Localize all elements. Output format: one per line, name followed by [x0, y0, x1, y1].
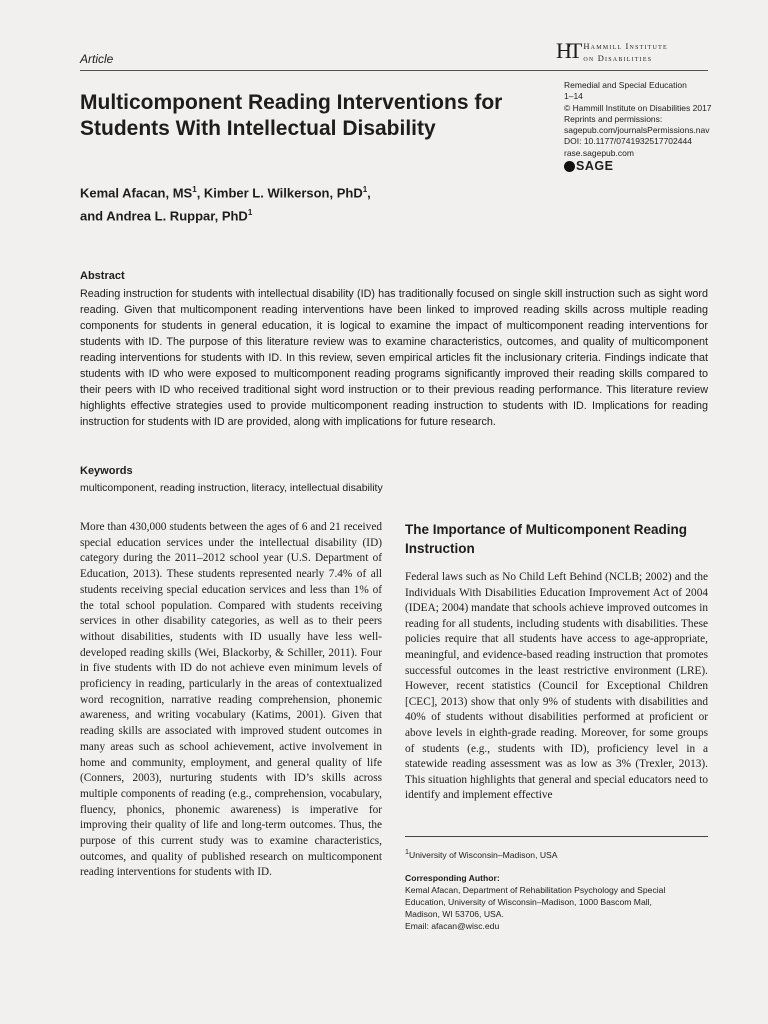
copyright: © Hammill Institute on Disabilities 2017: [564, 102, 712, 113]
article-title: Multicomponent Reading Interventions for Students With Intellectual Disability: [80, 91, 503, 140]
keywords-text: multicomponent, reading instruction, literacy, intellectual disability: [80, 482, 383, 494]
hammill-logo-mark: HT: [556, 38, 580, 63]
abstract-heading: Abstract: [80, 270, 125, 282]
footnote-divider: [405, 836, 708, 837]
author-name: , Kimber L. Wilkerson, PhD: [196, 185, 363, 201]
corresponding-line: Kemal Afacan, Department of Rehabilitation Psychology and Special: [405, 884, 666, 895]
author-list: [80, 180, 540, 227]
sage-disc-icon: [564, 161, 575, 172]
body-right-paragraph: Federal laws such as No Child Left Behind (NCLB; 2002) and the Individuals With Disabilities Education Improvement Act of 2004 (IDEA; 2004) mandate that schools achieve improved outcomes in reading for all students, including students with disabilities. These policies require that all students have access to age-appropriate, meaningful, and evidence-based reading instruction that promotes successful outcomes in the least restrictive environment (LRE). However, recent statistics (Council for Exceptional Children [CEC], 2013) show that only 9% of students with disabilities and 40% of students without disabilities performed at proficient or above levels in eighth-grade reading. Moreover, for some groups of students (e.g., students with ID), proficiency level in a statewide reading assessment was as low as 3% (Trexler, 2013). This situation highlights that general and special educators need to identify and implement effective: [405, 571, 708, 802]
footnotes: [405, 846, 708, 932]
permissions-link[interactable]: sagepub.com/journalsPermissions.nav: [564, 125, 710, 136]
author-name: and Andrea L. Ruppar, PhD: [80, 208, 248, 224]
publisher-name-line1: Hammill Institute: [583, 41, 668, 51]
journal-site-link[interactable]: rase.sagepub.com: [564, 147, 634, 158]
affiliation-marker: 1: [247, 208, 253, 218]
affiliation-marker: 1: [405, 848, 409, 856]
corresponding-email[interactable]: Email: afacan@wisc.edu: [405, 920, 500, 931]
body-right-column: [405, 520, 708, 804]
journal-name: Remedial and Special Education: [564, 80, 687, 90]
doi[interactable]: DOI: 10.1177/0741932517702444: [564, 136, 692, 147]
body-left-paragraph: More than 430,000 students between the ages of 6 and 21 received special education services under the intellectual disability (ID) category during the 2011–2012 school year (U.S. Department of Education, 2013). These students represented nearly 7.4% of all students receiving special education services and less than 1% of the total school population. Compared with students receiving services in other disability categories, as well as to their peers without disabilities, students with ID usually have less well-developed reading skills (Wei, Blackorby, & Schiller, 2011). Four in five students with ID do not achieve even minimum levels of proficiency in reading, particularly in the areas of contextualized word recognition, narrative reading comprehension, phonemic awareness, and writing vocabulary (Katims, 2001). Given that reading skills are associated with improved student outcomes in many areas such as school achievement, active involvement in home and community, employment, and general quality of life (Conners, 2003), nurturing students with ID’s skills across multiple components of reading (e.g., comprehension, vocabulary, fluency, phonics, phonemic awareness) is imperative for improving their quality of life and long-term outcomes. Thus, the purpose of this current study was to examine characteristics, outcomes, and quality of published research on multicomponent reading interventions for students with ID.: [80, 521, 382, 879]
journal-meta: [564, 80, 714, 172]
corresponding-author-heading: Corresponding Author:: [405, 872, 500, 883]
publisher-name-line2: on Disabilities: [583, 53, 653, 63]
publisher-logo: [556, 40, 668, 70]
reprints-label: Reprints and permissions:: [564, 113, 663, 124]
affiliation-text: University of Wisconsin–Madison, USA: [408, 849, 558, 860]
section-heading: The Importance of Multicomponent Reading Instruction: [405, 522, 688, 556]
article-type-label: Article: [80, 52, 114, 66]
keywords-heading: Keywords: [80, 465, 133, 477]
header-divider: [80, 70, 708, 71]
affiliation-marker: 1: [192, 185, 197, 194]
sage-logo-text: SAGE: [576, 159, 614, 174]
corresponding-line: Madison, WI 53706, USA.: [405, 908, 504, 919]
author-name: Kemal Afacan, MS: [80, 185, 193, 201]
author-separator: ,: [367, 185, 371, 201]
corresponding-line: Education, University of Wisconsin–Madison, 1000 Bascom Mall,: [405, 896, 652, 907]
abstract-text: Reading instruction for students with intellectual disability (ID) has traditionally focused on single skill instruction such as sight word reading. Given that multicomponent reading interventions have been linked to improved reading skills across multiple reading components for students in general education, it is logical to examine the impact of multicomponent reading interventions for students with ID. The purpose of this literature review was to examine characteristics, outcomes, and quality of multicomponent reading interventions for students with ID. In this review, seven empirical articles fit the inclusionary criteria. Findings indicate that students with ID who were exposed to multicomponent reading programs significantly improved their reading skills compared to their peers with ID who received traditional sight word instruction or to their previous reading performance. This literature review highlights effective strategies used to provide multicomponent reading instruction to students with ID. Implications for reading instruction for students with ID are provided, along with implications for future research.: [80, 288, 708, 428]
affiliation-marker: 1: [362, 185, 368, 194]
page-range: 1–14: [564, 91, 583, 102]
sage-logo: [564, 161, 714, 172]
